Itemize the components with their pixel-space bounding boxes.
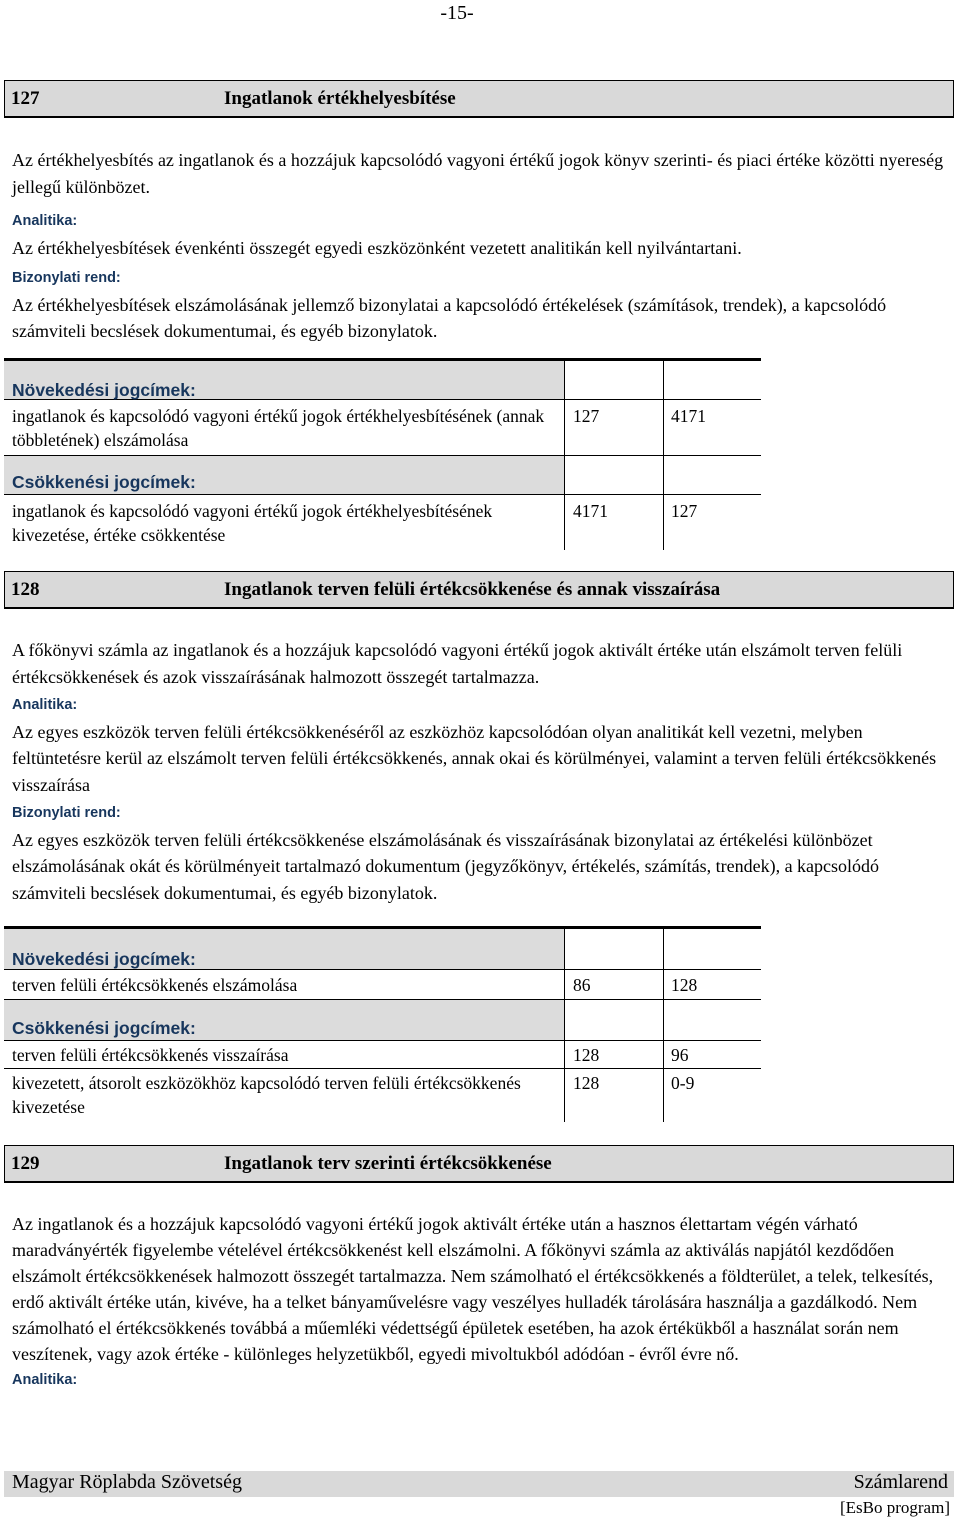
section-header-128	[4, 571, 954, 609]
row-debit: 128	[564, 1041, 663, 1068]
row-credit: 96	[663, 1041, 761, 1068]
footer-organization: Magyar Röplabda Szövetség	[12, 1471, 242, 1493]
section-127-body	[12, 147, 947, 345]
row-credit: 0-9	[663, 1069, 761, 1122]
novekedesi-label: Növekedési jogcímek:	[12, 949, 196, 969]
row-credit: 127	[663, 495, 761, 550]
row-text: ingatlanok és kapcsolódó vagyoni értékű jogok értékhelyesbítésének (annak többletének) elszámolása	[12, 406, 545, 450]
analitika-label: Analitika:	[12, 213, 78, 229]
row-credit: 4171	[663, 400, 761, 455]
bizonylati-text: Az értékhelyesbítések elszámolásának jellemző bizonylatai a kapcsolódó értékelések (számítások, trendek), a kapcsolódó számviteli becslések dokumentumai, és egyéb bizonylatok.	[12, 294, 887, 341]
row-debit: 86	[564, 970, 663, 999]
novekedesi-header-row	[4, 929, 761, 970]
section-number: 129	[11, 1153, 40, 1174]
page-number: -15-	[440, 2, 474, 24]
intro-text: A főkönyvi számla az ingatlanok és a hozzájuk kapcsolódó vagyoni értékű jogok aktivált értéke után elszámolt terven felüli értékcsökkenések és azok visszaírásának halmozott összegét tartalmazza.	[12, 640, 903, 687]
section-number: 128	[11, 579, 40, 600]
intro-text: Az értékhelyesbítés az ingatlanok és a hozzájuk kapcsolódó vagyoni értékű jogok könyv szerinti- és piaci értéke közötti nyereség jellegű különbözet.	[12, 150, 944, 197]
row-text: kivezetett, átsorolt eszközökhöz kapcsolódó terven felüli értékcsökkenés kivezetése	[12, 1073, 521, 1117]
analitika-label: Analitika:	[12, 697, 78, 713]
csokkenesi-label: Csökkenési jogcímek:	[12, 472, 196, 492]
table-row	[4, 400, 761, 455]
section-header-129	[4, 1145, 954, 1183]
csokkenesi-header-row	[4, 455, 761, 495]
row-text: ingatlanok és kapcsolódó vagyoni értékű jogok értékhelyesbítésének kivezetése, értéke csökkentése	[12, 501, 493, 545]
row-debit: 128	[564, 1069, 663, 1122]
csokkenesi-label: Csökkenési jogcímek:	[12, 1018, 196, 1038]
row-text: terven felüli értékcsökkenés elszámolása	[12, 975, 298, 995]
jogcim-table-127	[4, 358, 761, 550]
jogcim-table-128	[4, 926, 761, 1122]
novekedesi-label: Növekedési jogcímek:	[12, 380, 196, 400]
row-credit: 128	[663, 970, 761, 999]
bizonylati-text: Az egyes eszközök terven felüli értékcsökkenése elszámolásának és visszaírásának bizonylatai az értékelési különbözet elszámolásának okát és körülményeit tartalmazó dokumentum (jegyzőkönyv, értékelés, számítás, trendek), a kapcsolódó számviteli becslések dokumentumai, és egyéb bizonylatok.	[12, 829, 880, 903]
table-row	[4, 1041, 761, 1069]
table-row	[4, 1069, 761, 1122]
analitika-text: Az egyes eszközök terven felüli értékcsökkenéséről az eszközhöz kapcsolódóan olyan analitikát kell vezetni, melyben feltüntetésre kerül az elszámolt terven felüli értékcsökkenés, annak okai és körülményei, valamint a terven felüli értékcsökkenés visszaírása	[12, 721, 937, 795]
row-text: terven felüli értékcsökkenés visszaírása	[12, 1045, 289, 1065]
footer-bar	[4, 1471, 954, 1497]
intro-text: Az ingatlanok és a hozzájuk kapcsolódó vagyoni értékű jogok aktivált értéke után a hasznos élettartam végén várható maradványérték figyelembe vételével értékcsökkenést kell elszámolni. A főkönyvi számla az aktiválás napjától kezdődően elszámolt értékcsökkenések halmozott összegét tartalmazza. Nem számolható el értékcsökkenés a földterület, a telek, telkesítés, erdő aktivált értéke után, kivéve, ha a telket bányaművelésre vagy veszélyes hulladék tárolására használja a gazdálkodó. Nem számolható el értékcsökkenés továbbá a műemléki védettségű épületek esetében, ha azok értékükből a használat során nem veszítenek, vagy azok értéke - különleges helyzetükből, egyedi mivoltukból adódóan - évről évre nő.	[12, 1214, 934, 1364]
section-header-127	[4, 80, 954, 118]
table-row	[4, 495, 761, 550]
novekedesi-header-row	[4, 361, 761, 400]
analitika-label: Analitika:	[12, 1372, 78, 1388]
row-debit: 127	[564, 400, 663, 455]
csokkenesi-header-row	[4, 999, 761, 1041]
section-129-body	[12, 1211, 947, 1393]
section-number: 127	[11, 88, 40, 109]
bizonylati-label: Bizonylati rend:	[12, 805, 121, 821]
section-title: Ingatlanok terv szerinti értékcsökkenése	[224, 1153, 552, 1174]
table-row	[4, 970, 761, 999]
section-128-body	[12, 637, 947, 906]
footer-program: [EsBo program]	[839, 1498, 950, 1517]
analitika-text: Az értékhelyesbítések évenkénti összegét egyedi eszközönként vezetett analitikán kell nyilvántartani.	[12, 237, 742, 258]
section-title: Ingatlanok terven felüli értékcsökkenése és annak visszaírása	[224, 579, 721, 600]
footer-document-name: Számlarend	[853, 1471, 948, 1493]
bizonylati-label: Bizonylati rend:	[12, 270, 121, 286]
section-title: Ingatlanok értékhelyesbítése	[224, 88, 456, 109]
row-debit: 4171	[564, 495, 663, 550]
